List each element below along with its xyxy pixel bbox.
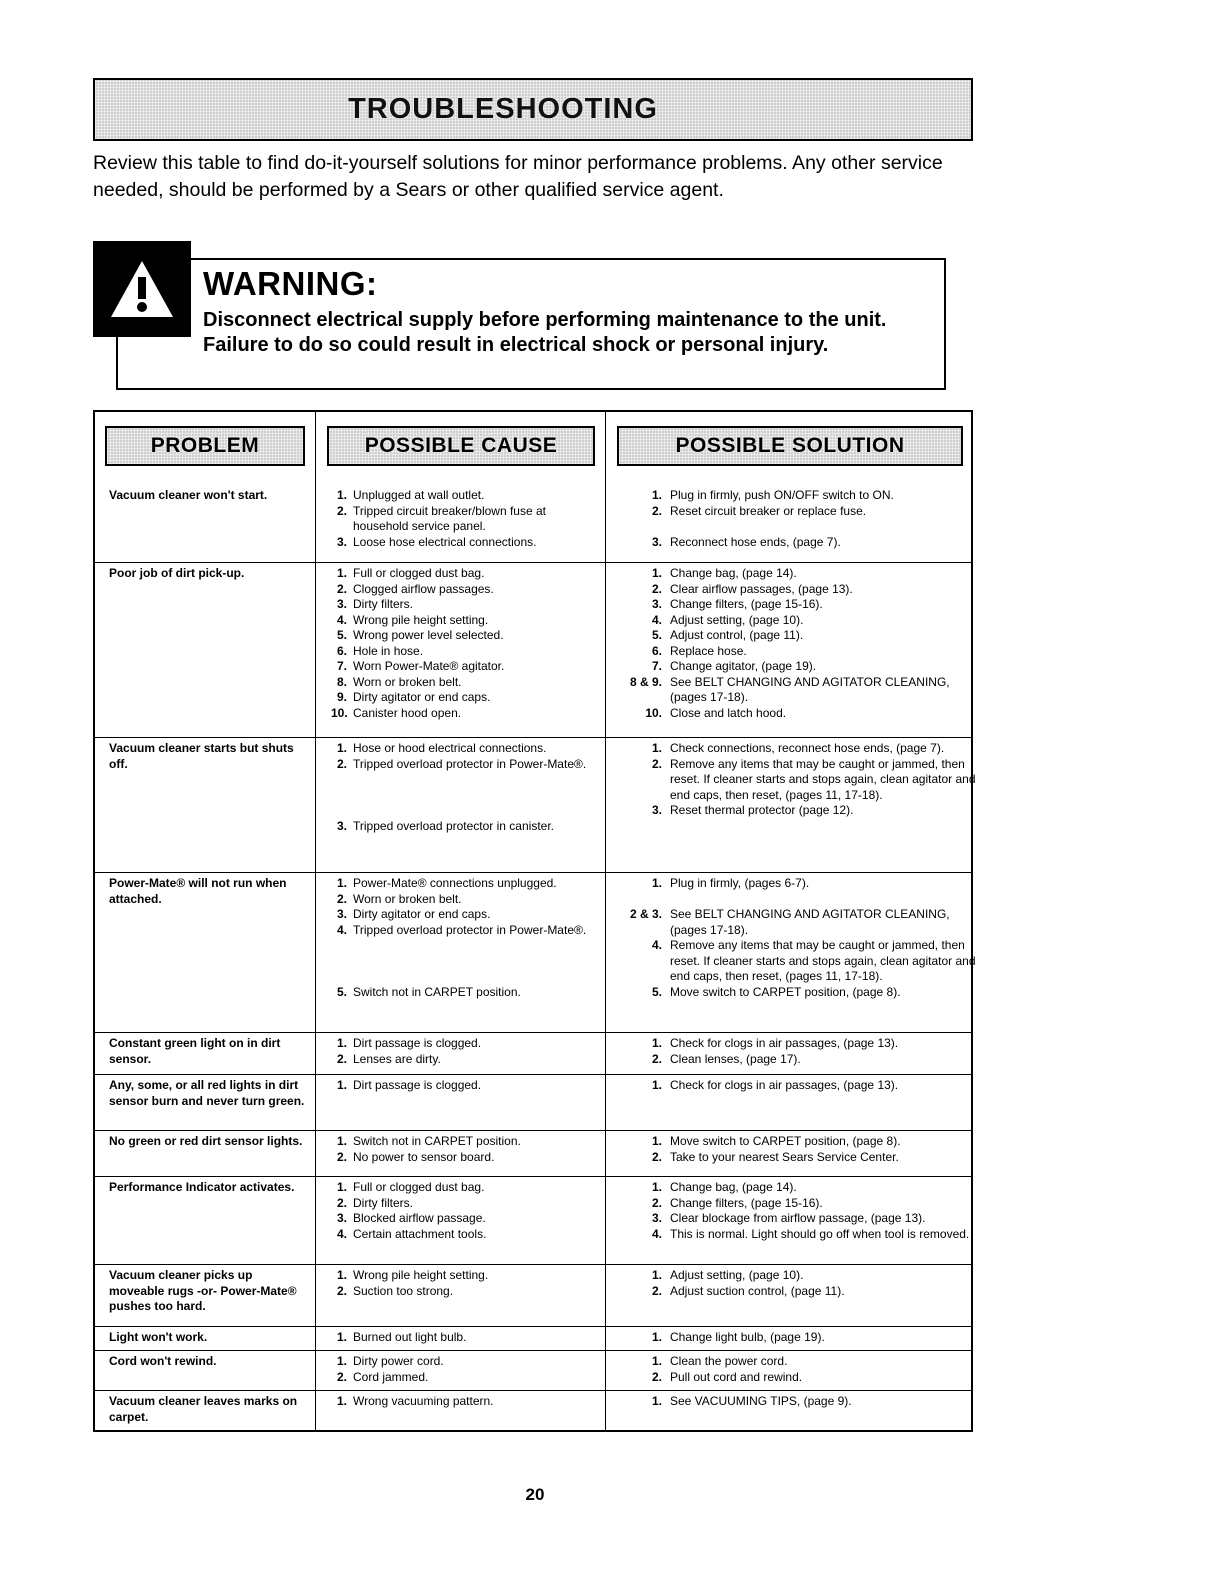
item-text: Tripped overload protector in Power-Mate®. <box>353 922 587 937</box>
item-number: 1. <box>651 876 662 890</box>
item-text: Replace hose. <box>670 643 747 658</box>
cause-item <box>331 597 601 613</box>
cause-item <box>331 1078 601 1094</box>
solution-cell <box>610 488 980 550</box>
solution-item <box>610 1052 980 1068</box>
item-text <box>353 954 601 970</box>
item-number: 8 & 9. <box>629 674 662 689</box>
item-text: Plug in firmly, (pages 6-7). <box>670 876 810 890</box>
item-number: 2. <box>651 1051 662 1066</box>
item-text: Certain attachment tools. <box>353 1226 487 1241</box>
solution-item <box>610 1078 980 1094</box>
item-text: Adjust setting, (page 10). <box>670 612 804 627</box>
item-text: Change light bulb, (page 19). <box>670 1330 825 1344</box>
solution-item <box>610 1370 980 1386</box>
solution-item <box>610 1227 980 1243</box>
item-number: 1. <box>336 566 347 580</box>
item-number: 2. <box>651 1369 662 1384</box>
item-text <box>670 892 980 908</box>
cause-item <box>331 938 601 954</box>
item-number: 1. <box>336 741 347 755</box>
item-text: Change bag, (page 14). <box>670 1180 797 1194</box>
cause-item <box>331 1354 601 1370</box>
item-text: Dirty power cord. <box>353 1354 444 1368</box>
cause-item <box>331 954 601 970</box>
item-text: Adjust setting, (page 10). <box>670 1268 804 1282</box>
item-text: Hose or hood electrical connections. <box>353 741 547 755</box>
item-number: 4. <box>651 938 662 952</box>
item-text: Clear airflow passages, (page 13). <box>670 581 853 596</box>
table-row <box>95 1264 971 1327</box>
solution-item <box>610 597 980 613</box>
item-text: Clean the power cord. <box>670 1354 788 1368</box>
problem-cell: Poor job of dirt pick-up. <box>109 566 245 580</box>
solution-item <box>610 985 980 1001</box>
troubleshooting-table <box>93 410 976 1432</box>
item-number: 10. <box>645 705 662 720</box>
solution-cell <box>610 566 980 721</box>
solution-item <box>610 488 980 504</box>
item-number: 1. <box>651 1134 662 1148</box>
cause-cell <box>331 1180 601 1242</box>
cause-item <box>331 1227 601 1243</box>
item-text: Wrong power level selected. <box>353 628 504 642</box>
item-number: 2. <box>651 1149 662 1164</box>
item-number: 3. <box>651 1211 662 1225</box>
solution-item <box>610 659 980 675</box>
cause-cell <box>331 1078 601 1094</box>
solution-cell <box>610 1354 980 1385</box>
solution-item <box>610 613 980 629</box>
item-number: 9. <box>336 690 347 704</box>
solution-item <box>610 1134 980 1150</box>
item-number: 1. <box>651 1268 662 1282</box>
page-number: 20 <box>525 1485 545 1504</box>
solution-item <box>610 582 980 598</box>
cause-cell <box>331 1134 601 1165</box>
cause-item <box>331 1134 601 1150</box>
item-number: 4. <box>651 1226 662 1241</box>
problem-cell: Power-Mate® will not run when attached. <box>109 876 287 906</box>
item-number: 2. <box>336 1149 347 1164</box>
problem-cell: Vacuum cleaner picks up moveable rugs -or- Power-Mate® pushes too hard. <box>109 1268 297 1313</box>
cause-item <box>331 803 601 819</box>
item-number: 1. <box>651 741 662 755</box>
table-row <box>95 872 976 1033</box>
item-text: Lenses are dirty. <box>353 1051 441 1066</box>
cause-item <box>331 1330 601 1346</box>
cause-cell <box>331 876 601 1000</box>
item-text <box>353 803 601 819</box>
item-number: 7. <box>651 659 662 673</box>
item-number: 3. <box>336 907 347 921</box>
cause-item <box>331 628 601 644</box>
item-number: 1. <box>651 1180 662 1194</box>
item-number: 4. <box>651 612 662 627</box>
item-text: Wrong pile height setting. <box>353 612 489 627</box>
item-text: Clean lenses, (page 17). <box>670 1051 801 1066</box>
header-possible-cause: POSSIBLE CAUSE <box>327 426 595 466</box>
item-number: 6. <box>651 643 662 658</box>
item-number: 1. <box>336 1354 347 1368</box>
item-text: Wrong pile height setting. <box>353 1268 489 1282</box>
item-text: Power-Mate® connections unplugged. <box>353 876 557 890</box>
header-problem: PROBLEM <box>105 426 305 466</box>
solution-cell <box>610 741 980 819</box>
item-number: 1. <box>651 566 662 580</box>
item-number: 3. <box>336 1211 347 1225</box>
solution-item <box>610 628 980 644</box>
cause-item <box>331 985 601 1001</box>
item-text: Close and latch hood. <box>670 705 787 720</box>
solution-item <box>610 803 980 819</box>
cause-item <box>331 504 601 535</box>
item-text: Dirty agitator or end caps. <box>353 690 491 704</box>
cause-item <box>331 1211 601 1227</box>
item-text: Worn or broken belt. <box>353 674 462 689</box>
table-row <box>95 1176 971 1265</box>
item-text <box>353 772 601 788</box>
page-title: TROUBLESHOOTING <box>348 93 658 125</box>
item-text: Check for clogs in air passages, (page 13). <box>670 1078 899 1092</box>
problem-cell: Cord won't rewind. <box>109 1354 217 1368</box>
item-text: See BELT CHANGING AND AGITATOR CLEANING, (pages 17-18). <box>670 907 950 937</box>
solution-cell <box>610 1394 980 1410</box>
solution-cell <box>610 876 980 1000</box>
item-text: Clogged airflow passages. <box>353 581 494 596</box>
cause-cell <box>331 1330 601 1346</box>
table-row <box>95 1326 971 1351</box>
solution-item <box>610 741 980 757</box>
cause-item <box>331 907 601 923</box>
title-banner <box>93 78 973 141</box>
item-number: 5. <box>336 984 347 999</box>
cause-item <box>331 1394 601 1410</box>
cause-item <box>331 788 601 804</box>
solution-item <box>610 1284 980 1300</box>
solution-item <box>610 1036 980 1052</box>
item-number: 2. <box>336 503 347 518</box>
solution-item <box>610 566 980 582</box>
item-text: See BELT CHANGING AND AGITATOR CLEANING, (pages 17-18). <box>670 674 950 704</box>
item-text: Change filters, (page 15-16). <box>670 1195 823 1210</box>
cause-item <box>331 923 601 939</box>
table-row <box>95 1130 971 1177</box>
item-number: 1. <box>651 1394 662 1408</box>
cause-cell <box>331 1394 601 1410</box>
item-number: 2. <box>651 756 662 771</box>
item-text: This is normal. Light should go off when tool is removed. <box>670 1226 970 1241</box>
cause-item <box>331 535 601 551</box>
problem-cell: Vacuum cleaner leaves marks on carpet. <box>109 1394 298 1424</box>
item-number: 2. <box>336 1369 347 1384</box>
cause-item <box>331 1268 601 1284</box>
item-text: Suction too strong. <box>353 1283 454 1298</box>
item-text: Dirty agitator or end caps. <box>353 907 491 921</box>
solution-item <box>610 535 980 551</box>
cause-item <box>331 582 601 598</box>
item-number: 4. <box>336 922 347 937</box>
item-text <box>670 519 980 535</box>
solution-item <box>610 1211 980 1227</box>
solution-item <box>610 1196 980 1212</box>
table-row <box>95 737 976 873</box>
solution-item <box>610 1330 980 1346</box>
item-number: 3. <box>651 803 662 817</box>
cause-item <box>331 690 601 706</box>
item-number: 1. <box>651 1036 662 1050</box>
cause-item <box>331 757 601 773</box>
cause-item <box>331 1284 601 1300</box>
solution-item <box>610 504 980 520</box>
cause-item <box>331 675 601 691</box>
item-number: 8. <box>336 674 347 689</box>
item-number: 1. <box>651 488 662 502</box>
solution-cell <box>610 1330 980 1346</box>
item-number: 2. <box>651 581 662 596</box>
cause-item <box>331 876 601 892</box>
problem-cell: Vacuum cleaner won't start. <box>109 488 268 502</box>
solution-cell <box>610 1268 980 1299</box>
item-number: 10. <box>331 705 348 720</box>
warning-bar <box>93 241 191 337</box>
cause-item <box>331 772 601 788</box>
table-row <box>95 484 971 563</box>
item-text: Reset circuit breaker or replace fuse. <box>670 503 867 518</box>
solution-cell <box>610 1180 980 1242</box>
item-text: Tripped overload protector in Power-Mate®. <box>353 756 587 771</box>
problem-cell: Any, some, or all red lights in dirt sensor burn and never turn green. <box>109 1078 305 1108</box>
item-text: Hole in hose. <box>353 643 424 658</box>
cause-item <box>331 1150 601 1166</box>
problem-cell: Performance Indicator activates. <box>109 1180 295 1194</box>
item-number: 1. <box>651 1330 662 1344</box>
item-number: 2 & 3. <box>629 907 662 921</box>
item-number: 3. <box>651 534 662 549</box>
item-number: 3. <box>336 818 347 833</box>
cause-cell <box>331 741 601 834</box>
solution-item <box>610 1180 980 1196</box>
item-text: Dirty filters. <box>353 597 413 611</box>
item-text: Reconnect hose ends, (page 7). <box>670 534 841 549</box>
item-text: Take to your nearest Sears Service Center. <box>670 1149 899 1164</box>
item-text <box>353 938 601 954</box>
cause-item <box>331 1370 601 1386</box>
item-text: Check connections, reconnect hose ends, (page 7). <box>670 741 945 755</box>
item-text: Reset thermal protector (page 12). <box>670 803 854 817</box>
item-number: 1. <box>336 1180 347 1194</box>
solution-item <box>610 1394 980 1410</box>
item-number: 1. <box>651 1354 662 1368</box>
item-text: Switch not in CARPET position. <box>353 1134 521 1148</box>
item-text: Move switch to CARPET position, (page 8). <box>670 984 901 999</box>
item-text: Change agitator, (page 19). <box>670 659 817 673</box>
warning-title: WARNING: <box>203 265 378 302</box>
item-text: No power to sensor board. <box>353 1149 495 1164</box>
item-number: 5. <box>336 628 347 642</box>
item-text: Tripped overload protector in canister. <box>353 818 554 833</box>
item-text <box>353 969 601 985</box>
item-number: 1. <box>336 876 347 890</box>
cause-item <box>331 659 601 675</box>
solution-cell <box>610 1036 980 1067</box>
cause-cell <box>331 1354 601 1385</box>
cause-item <box>331 566 601 582</box>
item-text: Full or clogged dust bag. <box>353 1180 485 1194</box>
solution-item <box>610 907 980 938</box>
cause-cell <box>331 1268 601 1299</box>
item-text: Unplugged at wall outlet. <box>353 488 485 502</box>
item-number: 2. <box>651 503 662 518</box>
cause-item <box>331 613 601 629</box>
item-number: 2. <box>336 581 347 596</box>
item-text: Canister hood open. <box>353 705 462 720</box>
cause-item <box>331 488 601 504</box>
item-number: 2. <box>336 1195 347 1210</box>
table-row <box>95 1074 971 1131</box>
item-text: Adjust suction control, (page 11). <box>670 1283 845 1298</box>
item-text: Cord jammed. <box>353 1369 429 1384</box>
item-text: See VACUUMING TIPS, (page 9). <box>670 1394 852 1408</box>
item-number: 2. <box>651 1283 662 1298</box>
item-text: Move switch to CARPET position, (page 8). <box>670 1134 901 1148</box>
cause-item <box>331 1036 601 1052</box>
item-text <box>353 788 601 804</box>
item-number: 4. <box>336 612 347 627</box>
cause-cell <box>331 566 601 721</box>
item-text: Clear blockage from airflow passage, (page 13). <box>670 1211 926 1225</box>
item-text: Loose hose electrical connections. <box>353 534 537 549</box>
cause-item <box>331 644 601 660</box>
item-text: Dirt passage is clogged. <box>353 1036 482 1050</box>
item-text: Worn or broken belt. <box>353 891 462 906</box>
item-text: Remove any items that may be caught or jammed, then reset. If cleaner starts and stops again, clean agitator and end caps, then reset, (pages 11, 17-18). <box>670 756 976 802</box>
item-number: 2. <box>336 891 347 906</box>
item-text: Check for clogs in air passages, (page 13). <box>670 1036 899 1050</box>
solution-cell <box>610 1134 980 1165</box>
solution-item <box>610 876 980 892</box>
solution-item <box>610 706 980 722</box>
header-possible-solution: POSSIBLE SOLUTION <box>617 426 963 466</box>
cause-cell <box>331 1036 601 1067</box>
item-text: Remove any items that may be caught or jammed, then reset. If cleaner starts and stops again, clean agitator and end caps, then reset, (pages 11, 17-18). <box>670 938 976 983</box>
item-text: Change bag, (page 14). <box>670 566 797 580</box>
item-text: Burned out light bulb. <box>353 1330 467 1344</box>
table-row <box>95 1390 971 1434</box>
item-number: 1. <box>336 1036 347 1050</box>
problem-cell: Light won't work. <box>109 1330 208 1344</box>
problem-cell: Constant green light on in dirt sensor. <box>109 1036 281 1066</box>
cause-item <box>331 706 601 722</box>
item-text: Worn Power-Mate® agitator. <box>353 659 505 673</box>
solution-item <box>610 1150 980 1166</box>
item-number: 1. <box>336 1268 347 1282</box>
table-row <box>95 1032 971 1075</box>
cause-item <box>331 1052 601 1068</box>
item-text: Adjust control, (page 11). <box>670 628 804 642</box>
cause-item <box>331 1196 601 1212</box>
solution-item <box>610 757 980 804</box>
item-text: Change filters, (page 15-16). <box>670 597 823 611</box>
problem-cell: Vacuum cleaner starts but shuts off. <box>109 741 294 771</box>
item-number: 3. <box>651 597 662 611</box>
cause-item <box>331 892 601 908</box>
item-text: Switch not in CARPET position. <box>353 984 521 999</box>
item-text: Dirt passage is clogged. <box>353 1078 482 1092</box>
solution-cell <box>610 1078 980 1094</box>
item-text: Pull out cord and rewind. <box>670 1369 803 1384</box>
solution-item <box>610 892 980 908</box>
cause-item <box>331 1180 601 1196</box>
item-number: 5. <box>651 984 662 999</box>
solution-item <box>610 1268 980 1284</box>
item-number: 3. <box>336 534 347 549</box>
solution-item <box>610 519 980 535</box>
intro-paragraph: Review this table to find do-it-yourself solutions for minor performance problems. Any other service needed, should be performed by a Sears or other qualified service agent. <box>93 152 943 201</box>
cause-cell <box>331 488 601 550</box>
solution-item <box>610 938 980 985</box>
item-number: 4. <box>336 1226 347 1241</box>
item-text: Wrong vacuuming pattern. <box>353 1394 494 1408</box>
item-number: 6. <box>336 643 347 658</box>
item-number: 1. <box>651 1078 662 1092</box>
item-text: Plug in firmly, push ON/OFF switch to ON. <box>670 488 894 502</box>
item-text: Dirty filters. <box>353 1195 413 1210</box>
problem-cell: No green or red dirt sensor lights. <box>109 1134 303 1148</box>
item-number: 1. <box>336 1078 347 1092</box>
item-number: 5. <box>651 628 662 642</box>
solution-item <box>610 1354 980 1370</box>
item-number: 1. <box>336 1330 347 1344</box>
cause-item <box>331 741 601 757</box>
table-row <box>95 1350 971 1391</box>
item-number: 7. <box>336 659 347 673</box>
item-number: 1. <box>336 1394 347 1408</box>
item-number: 1. <box>336 1134 347 1148</box>
cause-item <box>331 819 601 835</box>
cause-item <box>331 969 601 985</box>
item-number: 2. <box>336 756 347 771</box>
item-number: 2. <box>651 1195 662 1210</box>
warning-triangle-icon <box>109 259 175 319</box>
warning-text: Disconnect electrical supply before performing maintenance to the unit. Failure to do so could result in electrical shock or personal injury. <box>203 309 887 356</box>
item-text: Blocked airflow passage. <box>353 1211 486 1225</box>
item-number: 1. <box>336 488 347 502</box>
item-number: 2. <box>336 1051 347 1066</box>
table-row <box>95 562 971 738</box>
item-text: Full or clogged dust bag. <box>353 566 485 580</box>
item-number: 2. <box>336 1283 347 1298</box>
item-number: 3. <box>336 597 347 611</box>
solution-item <box>610 675 980 706</box>
solution-item <box>610 644 980 660</box>
item-text: Tripped circuit breaker/blown fuse at household service panel. <box>353 503 546 533</box>
